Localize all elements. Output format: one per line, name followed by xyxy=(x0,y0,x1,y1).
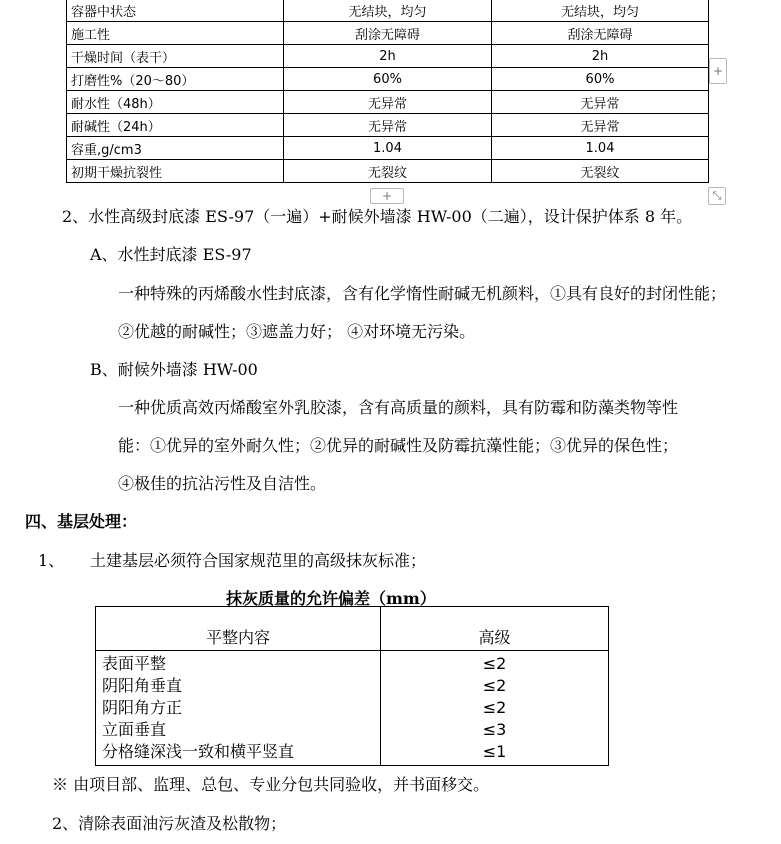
section-2-heading: 2、水性高级封底漆 ES-97（一遍）+耐候外墙漆 HW-00（二遍），设计保护体系 8 年。 xyxy=(62,207,693,226)
table-resize-handle[interactable]: ⤡ xyxy=(708,187,726,205)
property-label: 初期干燥抗裂性 xyxy=(67,160,284,183)
property-value-2: 无异常 xyxy=(492,114,709,137)
acceptance-note: ※ 由项目部、监理、总包、专业分包共同验收，并书面移交。 xyxy=(52,775,490,794)
topcoat-desc-line-2: 能：①优异的室外耐久性；②优异的耐碱性及防霉抗藻性能；③优异的保色性； xyxy=(118,436,679,455)
add-column-handle[interactable]: + xyxy=(709,58,727,84)
property-value-1: 1.04 xyxy=(284,137,492,160)
primer-desc-line-1: 一种特殊的丙烯酸水性封底漆，含有化学惰性耐碱无机颜料，①具有良好的封闭性能； xyxy=(118,284,727,303)
property-row xyxy=(67,91,709,114)
topcoat-desc-line-1: 一种优质高效丙烯酸室外乳胶漆，含有高质量的颜料，具有防霉和防藻类物等性 xyxy=(118,398,679,417)
property-value-2: 无异常 xyxy=(492,91,709,114)
property-row xyxy=(67,45,709,68)
primer-desc-line-2: ②优越的耐碱性；③遮盖力好； ④对环境无污染。 xyxy=(118,322,476,341)
property-label: 打磨性%（20～80） xyxy=(67,68,284,91)
property-value-2: 刮涂无障碍 xyxy=(492,22,709,45)
property-row xyxy=(67,114,709,137)
coating-properties-table xyxy=(66,0,709,183)
tolerance-item: 分格缝深浅一致和横平竖直 xyxy=(102,742,295,761)
tolerance-item: 阴阳角方正 xyxy=(102,698,183,717)
tolerance-items-cell xyxy=(96,651,381,766)
topcoat-heading: B、耐候外墙漆 HW-00 xyxy=(90,360,258,379)
property-value-1: 60% xyxy=(284,68,492,91)
property-value-2: 60% xyxy=(492,68,709,91)
item-2-text: 2、清除表面油污灰渣及松散物； xyxy=(52,814,287,833)
primer-heading: A、水性封底漆 ES-97 xyxy=(90,245,252,264)
property-row xyxy=(67,0,709,22)
tolerance-value: ≤2 xyxy=(482,654,507,673)
tolerance-table-caption: 抹灰质量的允许偏差（mm） xyxy=(226,589,436,608)
property-value-2: 1.04 xyxy=(492,137,709,160)
property-label: 施工性 xyxy=(67,22,284,45)
tolerance-item: 立面垂直 xyxy=(102,720,167,739)
property-value-1: 刮涂无障碍 xyxy=(284,22,492,45)
property-value-1: 无裂纹 xyxy=(284,160,492,183)
property-value-1: 2h xyxy=(284,45,492,68)
tolerance-item: 阴阳角垂直 xyxy=(102,676,183,695)
property-value-1: 无异常 xyxy=(284,91,492,114)
item-1-text: 土建基层必须符合国家规范里的高级抹灰标准； xyxy=(90,551,427,570)
property-value-2: 无结块，均匀 xyxy=(492,0,709,22)
topcoat-desc-line-3: ④极佳的抗沾污性及自洁性。 xyxy=(118,474,327,493)
tolerance-header-grade: 高级 xyxy=(381,607,609,651)
tolerance-value: ≤2 xyxy=(482,698,507,717)
add-row-handle[interactable]: + xyxy=(370,188,404,204)
property-value-1: 无异常 xyxy=(284,114,492,137)
property-row xyxy=(67,137,709,160)
section-4-heading: 四、基层处理： xyxy=(25,512,138,531)
tolerance-value: ≤2 xyxy=(482,676,507,695)
property-label: 耐水性（48h） xyxy=(67,91,284,114)
tolerance-header-item: 平整内容 xyxy=(96,607,381,651)
property-label: 干燥时间（表干） xyxy=(67,45,284,68)
property-label: 耐碱性（24h） xyxy=(67,114,284,137)
property-value-2: 2h xyxy=(492,45,709,68)
property-row xyxy=(67,68,709,91)
property-label: 容重,g/cm3 xyxy=(67,137,284,160)
property-value-1: 无结块，均匀 xyxy=(284,0,492,22)
property-row xyxy=(67,22,709,45)
tolerance-values-cell xyxy=(381,651,609,766)
tolerance-item: 表面平整 xyxy=(102,654,167,673)
tolerance-table xyxy=(95,606,609,766)
property-value-2: 无裂纹 xyxy=(492,160,709,183)
item-1-number: 1、 xyxy=(38,551,65,570)
tolerance-value: ≤3 xyxy=(482,720,507,739)
property-label: 容器中状态 xyxy=(67,0,284,22)
property-row xyxy=(67,160,709,183)
tolerance-value: ≤1 xyxy=(482,742,507,761)
coating-properties-body xyxy=(67,0,709,183)
